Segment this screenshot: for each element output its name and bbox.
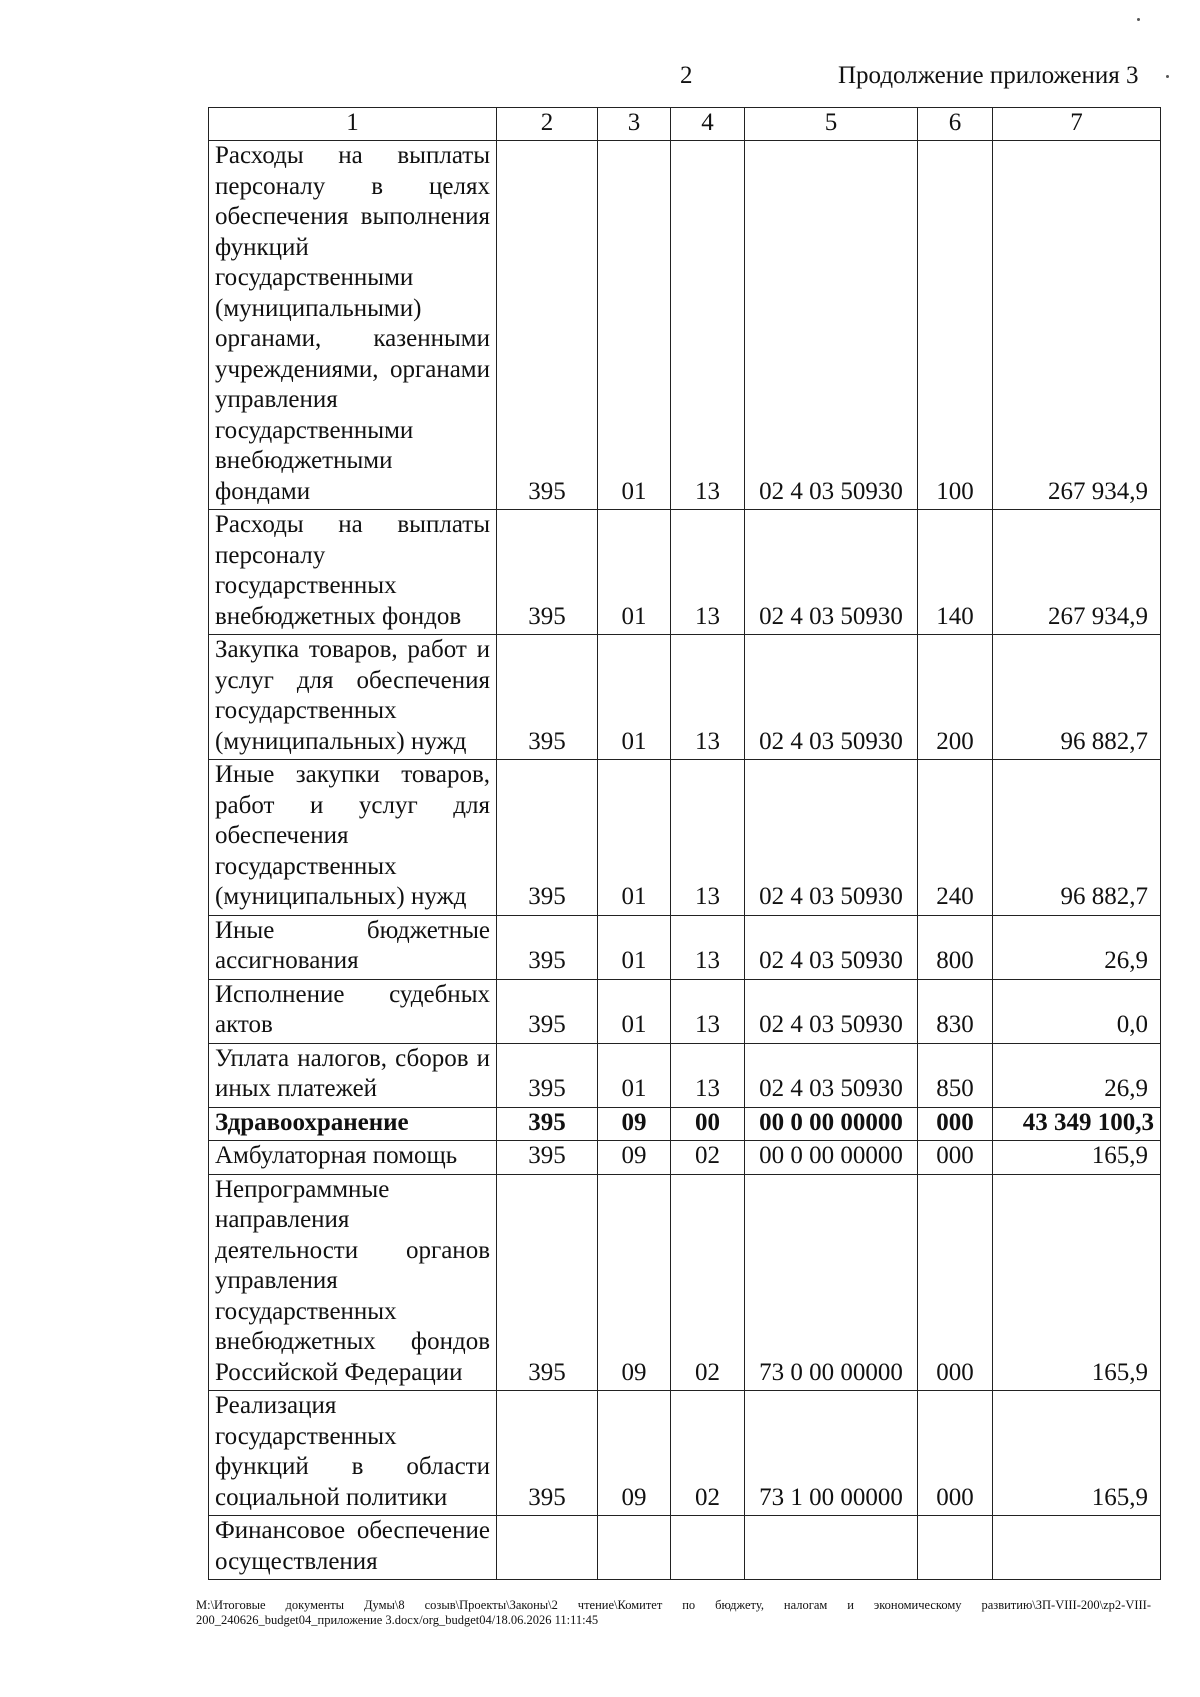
scan-speck bbox=[1166, 75, 1169, 78]
amount: 165,9 bbox=[993, 1141, 1161, 1175]
target-article-code: 02 4 03 50930 bbox=[745, 979, 918, 1043]
row-name: Здравоохранение bbox=[209, 1107, 497, 1141]
section-code: 09 bbox=[598, 1174, 671, 1391]
column-header: 6 bbox=[918, 108, 993, 141]
row-name: Амбулаторная помощь bbox=[209, 1141, 497, 1175]
amount: 43 349 100,3 bbox=[993, 1107, 1161, 1141]
section-code bbox=[598, 1516, 671, 1580]
amount: 96 882,7 bbox=[993, 635, 1161, 760]
target-article-code: 00 0 00 00000 bbox=[745, 1107, 918, 1141]
expense-type-code: 000 bbox=[918, 1391, 993, 1516]
section-code: 01 bbox=[598, 760, 671, 916]
section-code: 01 bbox=[598, 141, 671, 510]
table-row bbox=[209, 510, 1161, 635]
amount: 0,0 bbox=[993, 979, 1161, 1043]
column-header: 1 bbox=[209, 108, 497, 141]
table-row bbox=[209, 635, 1161, 760]
subsection-code: 00 bbox=[671, 1107, 745, 1141]
ministry-code: 395 bbox=[497, 141, 598, 510]
target-article-code: 73 0 00 00000 bbox=[745, 1174, 918, 1391]
row-name: Финансовое обеспечение осуществления bbox=[209, 1516, 497, 1580]
ministry-code: 395 bbox=[497, 760, 598, 916]
table-row bbox=[209, 141, 1161, 510]
section-code: 01 bbox=[598, 510, 671, 635]
row-name: Реализация государственных функций в области социальной политики bbox=[209, 1391, 497, 1516]
amount: 26,9 bbox=[993, 915, 1161, 979]
section-code: 09 bbox=[598, 1107, 671, 1141]
ministry-code: 395 bbox=[497, 1043, 598, 1107]
expense-type-code: 000 bbox=[918, 1107, 993, 1141]
amount bbox=[993, 1516, 1161, 1580]
target-article-code: 02 4 03 50930 bbox=[745, 1043, 918, 1107]
expense-type-code: 240 bbox=[918, 760, 993, 916]
ministry-code: 395 bbox=[497, 979, 598, 1043]
table-row bbox=[209, 1174, 1161, 1391]
row-name: Иные закупки товаров, работ и услуг для обеспечения государственных (муниципальных) нужд bbox=[209, 760, 497, 916]
subsection-code: 02 bbox=[671, 1391, 745, 1516]
row-name: Исполнение судебных актов bbox=[209, 979, 497, 1043]
expense-type-code: 000 bbox=[918, 1174, 993, 1391]
expense-type-code bbox=[918, 1516, 993, 1580]
subsection-code: 13 bbox=[671, 915, 745, 979]
subsection-code bbox=[671, 1516, 745, 1580]
row-name: Иные бюджетные ассигнования bbox=[209, 915, 497, 979]
column-header: 5 bbox=[745, 108, 918, 141]
target-article-code: 02 4 03 50930 bbox=[745, 760, 918, 916]
expense-type-code: 000 bbox=[918, 1141, 993, 1175]
target-article-code: 02 4 03 50930 bbox=[745, 510, 918, 635]
column-header: 4 bbox=[671, 108, 745, 141]
ministry-code: 395 bbox=[497, 1174, 598, 1391]
column-number-row bbox=[209, 108, 1161, 141]
subsection-code: 13 bbox=[671, 979, 745, 1043]
table-row-section-total bbox=[209, 1107, 1161, 1141]
ministry-code: 395 bbox=[497, 510, 598, 635]
table-row bbox=[209, 979, 1161, 1043]
row-name: Расходы на выплаты персоналу в целях обеспечения выполнения функций государственными (муниципальными) органами, казенными учреждениями, органами управления государственными внебюджетными фондами bbox=[209, 141, 497, 510]
table-row bbox=[209, 915, 1161, 979]
document-path-footer: M:\Итоговые документы Думы\8 созыв\Проекты\Законы\2 чтение\Комитет по бюджету, налогам и экономическому развитию\ЗП-VIII-200\zp2-VIII-200_240626_budget04_приложение 3.docx/org_budget04/18.06.2026 11:11:45 bbox=[196, 1598, 1151, 1627]
column-header: 2 bbox=[497, 108, 598, 141]
scan-speck bbox=[1137, 18, 1140, 21]
amount: 165,9 bbox=[993, 1174, 1161, 1391]
section-code: 09 bbox=[598, 1141, 671, 1175]
subsection-code: 13 bbox=[671, 1043, 745, 1107]
ministry-code: 395 bbox=[497, 635, 598, 760]
amount: 165,9 bbox=[993, 1391, 1161, 1516]
table-row bbox=[209, 1516, 1161, 1580]
target-article-code: 02 4 03 50930 bbox=[745, 141, 918, 510]
target-article-code: 00 0 00 00000 bbox=[745, 1141, 918, 1175]
subsection-code: 13 bbox=[671, 510, 745, 635]
section-code: 01 bbox=[598, 915, 671, 979]
ministry-code: 395 bbox=[497, 915, 598, 979]
table-row bbox=[209, 1391, 1161, 1516]
section-code: 09 bbox=[598, 1391, 671, 1516]
table-row bbox=[209, 1043, 1161, 1107]
row-name: Непрограммные направления деятельности органов управления государственных внебюджетных фондов Российской Федерации bbox=[209, 1174, 497, 1391]
expense-type-code: 830 bbox=[918, 979, 993, 1043]
table-row bbox=[209, 760, 1161, 916]
appendix-title: Продолжение приложения 3 bbox=[838, 62, 1139, 89]
page-number: 2 bbox=[680, 62, 693, 89]
expense-type-code: 140 bbox=[918, 510, 993, 635]
ministry-code: 395 bbox=[497, 1107, 598, 1141]
ministry-code: 395 bbox=[497, 1391, 598, 1516]
row-name: Закупка товаров, работ и услуг для обеспечения государственных (муниципальных) нужд bbox=[209, 635, 497, 760]
row-name: Уплата налогов, сборов и иных платежей bbox=[209, 1043, 497, 1107]
subsection-code: 02 bbox=[671, 1174, 745, 1391]
subsection-code: 02 bbox=[671, 1141, 745, 1175]
row-name: Расходы на выплаты персоналу государственных внебюджетных фондов bbox=[209, 510, 497, 635]
target-article-code: 02 4 03 50930 bbox=[745, 915, 918, 979]
expense-type-code: 800 bbox=[918, 915, 993, 979]
section-code: 01 bbox=[598, 635, 671, 760]
table-row bbox=[209, 1141, 1161, 1175]
subsection-code: 13 bbox=[671, 141, 745, 510]
column-header: 3 bbox=[598, 108, 671, 141]
amount: 267 934,9 bbox=[993, 510, 1161, 635]
amount: 96 882,7 bbox=[993, 760, 1161, 916]
amount: 267 934,9 bbox=[993, 141, 1161, 510]
budget-table bbox=[208, 107, 1161, 1580]
target-article-code: 02 4 03 50930 bbox=[745, 635, 918, 760]
amount: 26,9 bbox=[993, 1043, 1161, 1107]
target-article-code: 73 1 00 00000 bbox=[745, 1391, 918, 1516]
expense-type-code: 850 bbox=[918, 1043, 993, 1107]
section-code: 01 bbox=[598, 979, 671, 1043]
ministry-code bbox=[497, 1516, 598, 1580]
column-header: 7 bbox=[993, 108, 1161, 141]
section-code: 01 bbox=[598, 1043, 671, 1107]
ministry-code: 395 bbox=[497, 1141, 598, 1175]
expense-type-code: 200 bbox=[918, 635, 993, 760]
target-article-code bbox=[745, 1516, 918, 1580]
subsection-code: 13 bbox=[671, 760, 745, 916]
expense-type-code: 100 bbox=[918, 141, 993, 510]
subsection-code: 13 bbox=[671, 635, 745, 760]
